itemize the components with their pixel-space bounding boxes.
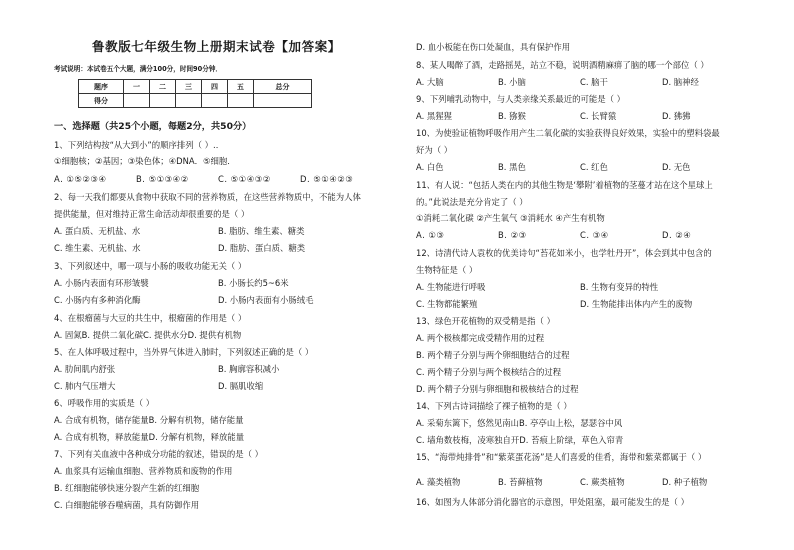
option-a: A. ①③ — [416, 230, 445, 240]
option-c: C. ③④ — [580, 230, 609, 240]
option-b: B. 胸廓容积减小 — [218, 364, 280, 374]
score-cell — [124, 94, 150, 108]
question-12-stem: 12、诗清代诗人袁枚的优美诗句“苔花如米小，也学牡丹开”，体会到其中包含的 — [416, 248, 712, 258]
question-6-stem: 6、呼吸作用的实质是（ ） — [54, 398, 155, 408]
option-b: B. 苔藓植物 — [498, 477, 543, 487]
exam-note: 考试说明：本试卷五个大题，满分100分，时间90分钟． — [54, 65, 223, 73]
option-a: A. 黑猩猩 — [416, 111, 453, 121]
question-15-stem: 15、“海带炖排骨”和“紫菜蛋花汤”是人们喜爱的佳肴，海带和紫菜都属于（ ） — [416, 452, 707, 462]
question-9-stem: 9、下列哺乳动物中，与人类亲缘关系最近的可能是（ ） — [416, 94, 625, 104]
option-c: C. 蕨类植物 — [580, 477, 625, 487]
question-4-options: A. 固氮B. 提供二氧化碳C. 提供水分D. 提供有机物 — [54, 330, 242, 340]
question-12-stem-cont: 生物特征是（ ） — [416, 265, 478, 275]
score-cell — [228, 94, 254, 108]
option-a: A. 生物能进行呼吸 — [416, 282, 486, 292]
question-11-items: ①消耗二氧化碳 ②产生氧气 ③消耗水 ④产生有机物 — [416, 213, 605, 223]
question-2-stem: 2、每一天我们都要从食物中获取不同的营养物质，在这些营养物质中，不能为人体 — [54, 192, 361, 202]
score-cell — [150, 94, 176, 108]
question-7-option-c: C. 白细胞能够吞噬病菌，具有防御作用 — [54, 500, 200, 510]
option-d: D. 膈肌收缩 — [218, 381, 264, 391]
question-2-stem-cont: 提供能量，但对维持正常生命活动却很重要的是（ ） — [54, 209, 250, 219]
question-16-stem: 16、如图为人体部分消化器官的示意图，甲处阻塞，最可能发生的是（ ） — [416, 497, 689, 507]
option-b: B. 生物有变异的特性 — [580, 282, 659, 292]
score-table-header: 一 — [124, 80, 150, 94]
question-13-stem: 13、绿色开花植物的双受精是指（ ） — [416, 316, 555, 326]
question-7-option-a: A. 血浆具有运输血细胞、营养物质和废物的作用 — [54, 466, 233, 476]
score-table-header: 五 — [228, 80, 254, 94]
option-c: C. 红色 — [580, 162, 608, 172]
question-1-stem: 1、下列结构按“从大到小”的顺序排列（ ）.． — [54, 140, 225, 150]
option-c: C. 生物都能繁殖 — [416, 299, 478, 309]
option-b: B. ②③ — [498, 230, 527, 240]
option-c: C. 小肠内有多种消化酶 — [54, 295, 141, 305]
option-b: B. 脂肪、维生素、糖类 — [218, 226, 305, 236]
option-c: C. 维生素、无机盐、水 — [54, 243, 141, 253]
question-11-stem: 11、有人说：“包括人类在内的其他生物是‘攀附’着植物的茎蔓才站在这个星球上 — [416, 180, 713, 190]
option-a: A. 蛋白质、无机盐、水 — [54, 226, 141, 236]
question-7-option-d: D. 血小板能在伤口处凝血，具有保护作用 — [416, 42, 571, 52]
option-b: B. 小肠长约5~6米 — [218, 278, 289, 288]
option-d: D. 脑神经 — [662, 77, 699, 87]
question-13-option-a: A. 两个极核都完成受精作用的过程 — [416, 333, 545, 343]
option-a: A. 藻类植物 — [416, 477, 461, 487]
option-b: B. 黑色 — [498, 162, 526, 172]
score-table — [78, 79, 312, 108]
question-7-option-b: B. 红细胞能够快速分裂产生新的红细胞 — [54, 483, 200, 493]
score-cell — [176, 94, 202, 108]
question-4-stem: 4、在根瘤菌与大豆的共生中，根瘤菌的作用是（ ） — [54, 313, 247, 323]
question-6-options-row2: A. 合成有机物，释放能量D. 分解有机物，释放能量 — [54, 432, 245, 442]
question-10-stem-cont: 好为（ ） — [416, 145, 453, 155]
score-table-header: 四 — [202, 80, 228, 94]
question-5-stem: 5、在人体呼吸过程中，当外界气体进入肺时，下列叙述正确的是（ ） — [54, 347, 314, 357]
option-c: C. 脑干 — [580, 77, 608, 87]
option-d: D. 生物能排出体内产生的废物 — [580, 299, 693, 309]
score-table-score-row — [79, 94, 312, 108]
score-table-header: 二 — [150, 80, 176, 94]
option-a: A. 大脑 — [416, 77, 444, 87]
question-14-options-row2: C. 墙角数枝梅，凌寒独自开D. 苔痕上阶绿，草色入帘青 — [416, 435, 624, 445]
option-a: A. 小肠内表面有环形皱襞 — [54, 278, 149, 288]
question-3-stem: 3、下列叙述中，哪一项与小肠的吸收功能无关（ ） — [54, 261, 247, 271]
option-c: C. 肺内气压增大 — [54, 381, 116, 391]
score-table-header: 三 — [176, 80, 202, 94]
option-d: D. ②④ — [662, 230, 692, 240]
score-cell — [202, 94, 228, 108]
question-6-options-row1: A. 合成有机物，储存能量B. 分解有机物，储存能量 — [54, 415, 244, 425]
option-b: B. 猕猴 — [498, 111, 526, 121]
option-b: B. 小脑 — [498, 77, 526, 87]
question-1-items: ①细胞核；②基因；③染色体；④DNA．⑤细胞． — [54, 156, 236, 166]
option-a: A. ①⑤②③④ — [54, 174, 107, 184]
option-b: B. ⑤①③④② — [136, 174, 189, 184]
option-a: A. 肋间肌内舒张 — [54, 364, 116, 374]
option-a: A. 白色 — [416, 162, 444, 172]
section-heading: 一、选择题（共25个小题，每题2分，共50分） — [54, 121, 252, 132]
option-d: D. 脂肪、蛋白质、糖类 — [218, 243, 306, 253]
question-8-stem: 8、某人喝醉了酒，走路摇晃，站立不稳，说明酒精麻痹了脑的哪一个部位（ ） — [416, 60, 709, 70]
option-d: D. 小肠内表面有小肠绒毛 — [218, 295, 314, 305]
score-cell — [254, 94, 312, 108]
option-d: D. 种子植物 — [662, 477, 708, 487]
score-table-header-row — [79, 80, 312, 94]
question-11-stem-cont: 的。”此说法是充分肯定了（ ） — [416, 197, 528, 207]
option-d: D. 无色 — [662, 162, 691, 172]
score-table-header: 总分 — [254, 80, 312, 94]
score-row-label: 得分 — [79, 94, 124, 108]
question-13-option-b: B. 两个精子分别与两个卵细胞结合的过程 — [416, 350, 570, 360]
option-d: D. 狒狒 — [662, 111, 691, 121]
score-table-header: 题序 — [79, 80, 124, 94]
question-7-stem: 7、下列有关血液中各种成分功能的叙述，错误的是（ ） — [54, 449, 263, 459]
option-c: C. 长臂猿 — [580, 111, 617, 121]
option-d: D. ⑤①④②③ — [300, 174, 354, 184]
question-13-option-c: C. 两个精子分别与两个极核结合的过程 — [416, 367, 562, 377]
question-13-option-d: D. 两个精子分别与卵细胞和极核结合的过程 — [416, 384, 579, 394]
question-14-stem: 14、下列古诗词描绘了裸子植物的是（ ） — [416, 401, 572, 411]
question-14-options-row1: A. 采菊东篱下，悠然见南山B. 亭亭山上松，瑟瑟谷中风 — [416, 418, 623, 428]
question-10-stem: 10、为使验证植物呼吸作用产生二氧化碳的实验获得良好效果，实验中的塑料袋最 — [416, 128, 720, 138]
option-c: C. ⑤①④③② — [218, 174, 271, 184]
page-title: 鲁教版七年级生物上册期末试卷【加答案】 — [92, 39, 341, 54]
